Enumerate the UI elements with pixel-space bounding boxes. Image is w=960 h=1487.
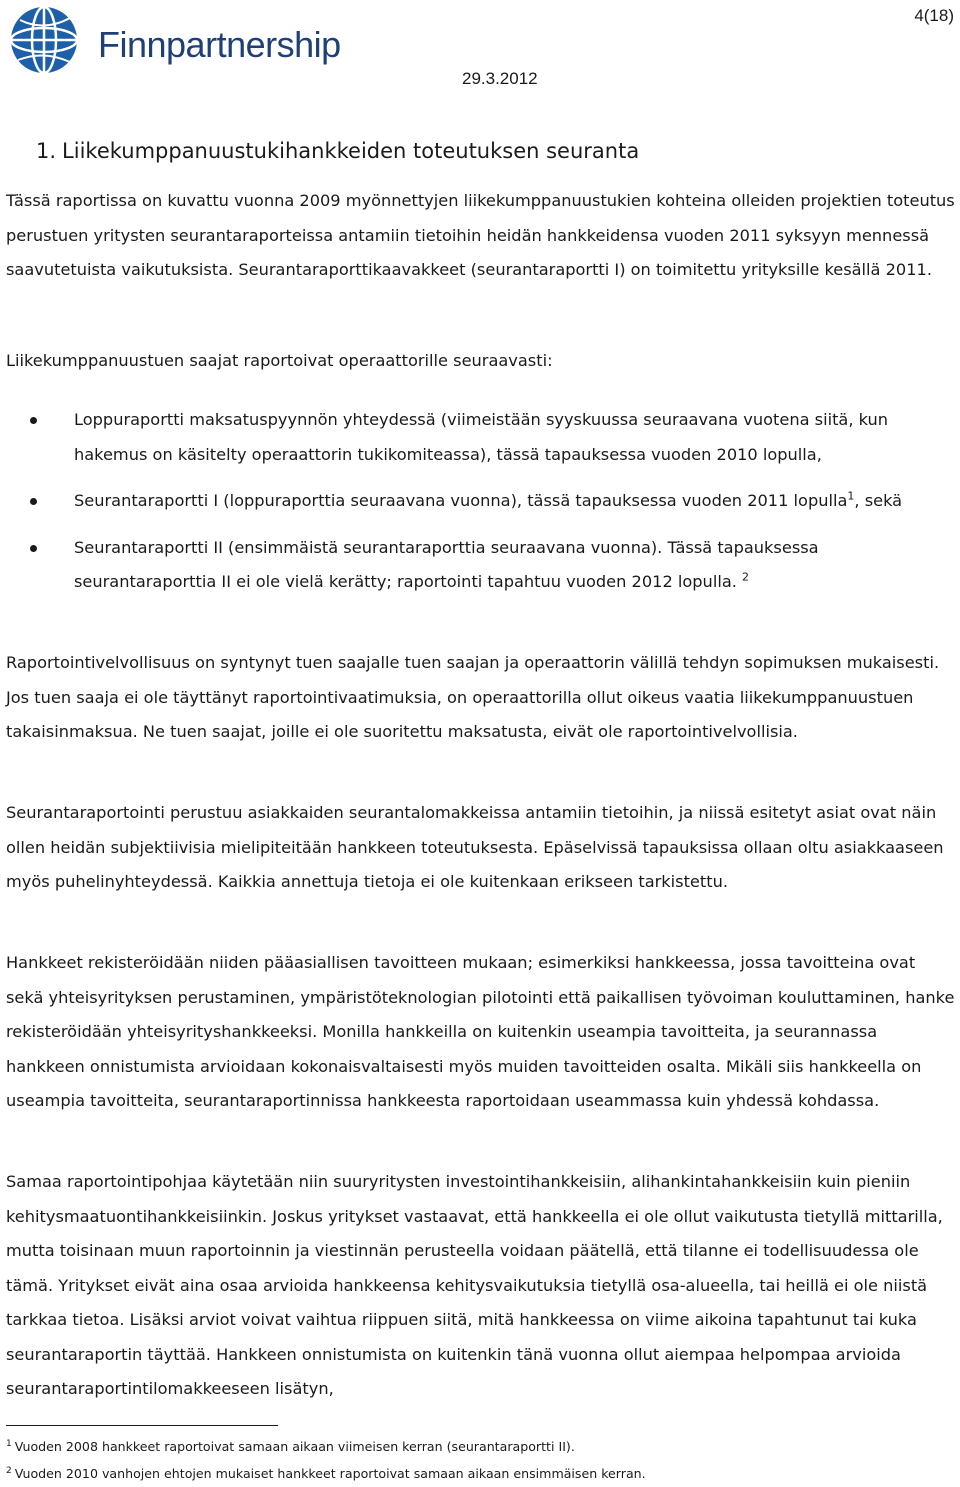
- reporting-list: [6, 403, 956, 612]
- footnote-divider: [6, 1425, 278, 1426]
- footnote-ref[interactable]: 1: [847, 489, 855, 503]
- section-title: Liikekumppanuustukihankkeiden toteutuksen seuranta: [62, 139, 640, 163]
- list-item-tail: , sekä: [854, 491, 903, 510]
- footnote-text: Vuoden 2010 vanhojen ehtojen mukaiset hankkeet raportoivat samaan aikaan ensimmäisen kerran.: [14, 1466, 646, 1481]
- paragraph-registration: [6, 946, 956, 1119]
- paragraph-text: Tässä raportissa on kuvattu vuonna 2009 myönnettyjen liikekumppanuustukien kohteina olleiden projektien toteutus perustuen yritysten seurantaraporteissa antamiin tietoihin heidän hankkeidensa vuoden 2011 syksyyn mennessä saavutetuista vaikutuksista. Seurantaraporttikaavakkeet (seurantaraportti I) on toimitettu yrityksille kesällä 2011.: [6, 191, 955, 279]
- footnote-text: Vuoden 2008 hankkeet raportoivat samaan aikaan viimeisen kerran (seurantaraportti II).: [14, 1439, 575, 1454]
- list-item-text: Seurantaraportti II (ensimmäistä seurantaraporttia seuraavana vuonna). Tässä tapauksessa seurantaraporttia II ei ole vielä kerätty; raportointi tapahtuu vuoden 2012 lopulla.: [74, 537, 819, 591]
- paragraph-reporting-lead: [6, 344, 956, 379]
- list-item-text: Seurantaraportti I (loppuraporttia seuraavana vuonna), tässä tapauksessa vuoden 2011 lopulla: [74, 491, 848, 510]
- bullet-icon: [30, 498, 37, 505]
- page-number: 4(18): [914, 6, 954, 25]
- paragraph-obligation: [6, 646, 956, 750]
- bullet-icon: [30, 417, 37, 424]
- list-item-text: Loppuraportti maksatuspyynnön yhteydessä (viimeistään syyskuussa seuraavana vuotena siitä, kun hakemus on käsitelty operaattorin tukikomiteassa), tässä tapauksessa vuoden 2010 lopulla,: [74, 410, 889, 464]
- footnote-mark: 2: [6, 1465, 12, 1476]
- bullet-icon: [30, 545, 37, 552]
- paragraph-template: [6, 1165, 956, 1407]
- paragraph-text: Hankkeet rekisteröidään niiden pääasiallisen tavoitteen mukaan; esimerkiksi hankkeessa, jossa tavoitteina ovat sekä yhteisyrityksen perustaminen, ympäristöteknologian pilotointi että paikallisen työvoiman kouluttaminen, hanke rekisteröidään yhteisyrityshankkeeksi. Monilla hankkeilla on kuitenkin useampia tavoitteita, ja seurannassa hankkeen onnistumista arvioidaan kokonaisvaltaisesti myös muiden tavoitteiden osalta. Mikäli siis hankkeella on useampia tavoitteita, seurantaraportinnissa hankkeesta raportoidaan useammassa kuin yhdessä kohdassa.: [6, 953, 955, 1110]
- paragraph-text: Raportointivelvollisuus on syntynyt tuen saajalle tuen saajan ja operaattorin välillä tehdyn sopimuksen mukaisesti. Jos tuen saaja ei ole täyttänyt raportointivaatimuksia, on operaattorilla ollut oikeus vaatia liikekumppanuustuen takaisinmaksua. Ne tuen saajat, joille ei ole suoritettu maksatusta, eivät ole raportointivelvollisia.: [6, 653, 940, 741]
- footnote-ref[interactable]: 2: [742, 570, 750, 584]
- paragraph-text: Samaa raportointipohjaa käytetään niin suuryritysten investointihankkeisiin, alihankintahankkeisiin kuin pieniin kehitysmaatuontihankkeisiinkin. Joskus yritykset vastaavat, että hankkeella ei ole ollut vaikutusta tietyllä mittarilla, mutta toisinaan muun raportoinnin ja viestinnän perusteella voidaan päätellä, että tilanne ei todellisuudessa ole tämä. Yritykset eivät aina osaa arvioida hankkeensa kehitysvaikutuksia tietyllä osa-alueella, tai heillä ei ole niistä tarkkaa tietoa. Lisäksi arviot voivat vaihtua riippuen siitä, mitä hankkeessa on viime aikoina tapahtunut tai kuka seurantaraportin täyttää. Hankkeen onnistumista on kuitenkin tänä vuonna ollut aiempaa helpompaa arvioida seurantaraportintilomakkeeseen lisätyn,: [6, 1172, 943, 1398]
- finnpartnership-logo: [6, 4, 341, 74]
- logo-wordmark: Finnpartnership: [98, 24, 341, 65]
- section-number: 1.: [36, 139, 57, 163]
- list-item: [6, 403, 956, 472]
- globe-icon: [6, 4, 86, 76]
- document-date: 29.3.2012: [462, 69, 538, 88]
- list-item: [6, 531, 956, 600]
- footnote-1: [6, 1433, 646, 1460]
- section-heading: [36, 139, 639, 163]
- list-item: [6, 484, 956, 519]
- footnote-mark: 1: [6, 1438, 12, 1449]
- paragraph-text: Seurantaraportointi perustuu asiakkaiden seurantalomakkeissa antamiin tietoihin, ja niissä esitetyt asiat ovat näin ollen heidän subjektiivisia mielipiteitään hankkeen toteutuksesta. Epäselvissä tapauksissa ollaan oltu asiakkaaseen myös puhelinyhteydessä. Kaikkia annettuja tietoja ei ole kuitenkaan erikseen tarkistettu.: [6, 803, 944, 891]
- footnotes: [6, 1433, 646, 1487]
- paragraph-intro: [6, 184, 956, 288]
- paragraph-text: Liikekumppanuustuen saajat raportoivat operaattorille seuraavasti:: [6, 351, 553, 370]
- paragraph-basis: [6, 796, 956, 900]
